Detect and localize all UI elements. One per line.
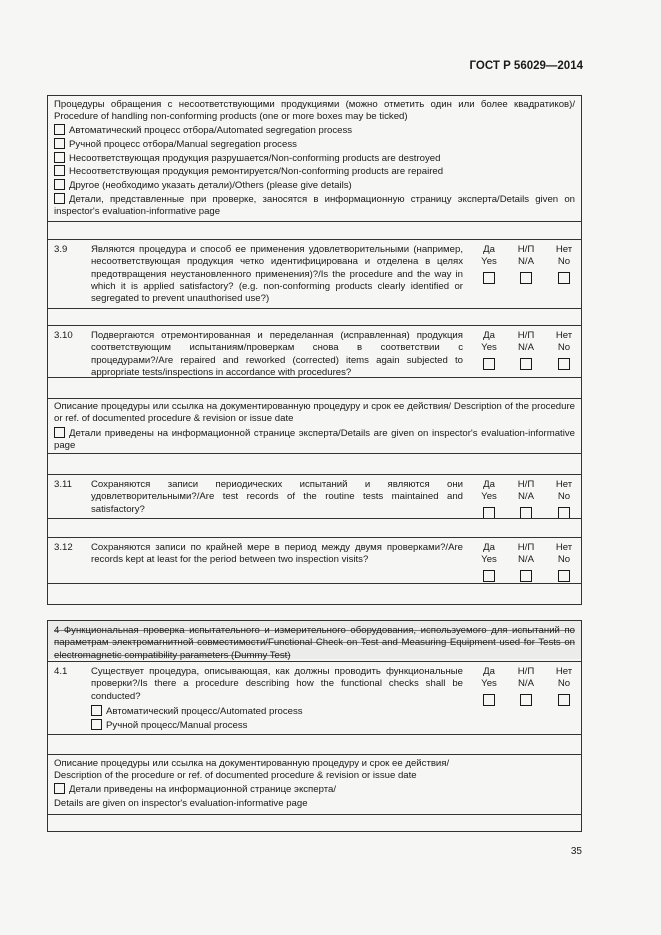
checkbox-yes[interactable]: [483, 570, 495, 582]
question-text: Сохраняются записи по крайней мере в период между двумя проверками?/Are records kept at least for the period between two inspection visits?: [91, 542, 463, 566]
checkbox[interactable]: [54, 193, 65, 204]
answer-yes[interactable]: Да Yes: [472, 666, 506, 706]
answer-no[interactable]: Нет No: [547, 244, 581, 284]
option-manual-segregation[interactable]: Ручной процесс отбора/Manual segregation process: [54, 138, 297, 151]
question-number: 3.9: [54, 244, 68, 255]
checkbox-yes[interactable]: [483, 358, 495, 370]
answer-na[interactable]: Н/П N/A: [509, 244, 543, 284]
question-text: Подвергаются отремонтированная и переделанная (исправленная) продукция соответствующим испытаниям/проверкам снова в соответствии с процедурами?/Are repaired and reworked (corrected) items again subjected to appropriate tests/inspections in accordance with procedures?: [91, 330, 463, 378]
procedure-description-en: Description of the procedure or ref. of documented procedure & revision or issue date: [54, 770, 417, 781]
option-automated-process[interactable]: Автоматический процесс/Automated process: [91, 705, 303, 718]
details-inspector-page-2[interactable]: Детали приведены на информационной странице эксперта/Details are given on inspector's evaluation-informative page: [54, 428, 575, 452]
details-inspector-page-3[interactable]: Детали приведены на информационной странице эксперта/: [54, 783, 336, 796]
checkbox[interactable]: [54, 138, 65, 149]
question-text: Существует процедура, описывающая, как должны проводить функциональные проверки?/Is there a procedure describing how the functional checks shall be conducted?: [91, 666, 463, 702]
answer-na[interactable]: Н/П N/A: [509, 666, 543, 706]
answer-na[interactable]: Н/П N/A: [509, 330, 543, 370]
checklist-table-lower: [47, 620, 582, 832]
checkbox[interactable]: [54, 179, 65, 190]
question-number: 3.10: [54, 330, 73, 341]
page-number: 35: [570, 846, 582, 857]
answer-no[interactable]: Нет No: [547, 666, 581, 706]
question-number: 3.11: [54, 479, 72, 490]
nonconforming-procedure-intro: Процедуры обращения с несоответствующими продукциями (можно отметить один или более квадратиков)/ Procedure of handling non-conforming products (one or more boxes may be ticked): [54, 99, 575, 123]
answer-yes[interactable]: Да Yes: [472, 244, 506, 284]
answer-na[interactable]: Н/П N/A: [509, 479, 543, 519]
question-3-9: [48, 239, 581, 329]
checkbox[interactable]: [54, 124, 65, 135]
checkbox-no[interactable]: [558, 570, 570, 582]
checkbox-na[interactable]: [520, 358, 532, 370]
checkbox[interactable]: [54, 165, 65, 176]
checklist-table-upper: [47, 95, 582, 605]
answer-na[interactable]: Н/П N/A: [509, 542, 543, 582]
checkbox[interactable]: [54, 783, 65, 794]
checkbox-yes[interactable]: [483, 272, 495, 284]
question-4-1: [48, 661, 581, 751]
question-text: Сохраняются записи периодических испытаний и являются они удовлетворительными?/Are test records of the routine tests maintained and satisfactory?: [91, 479, 463, 515]
checkbox[interactable]: [91, 705, 102, 716]
checkbox-no[interactable]: [558, 507, 570, 519]
checkbox-yes[interactable]: [483, 694, 495, 706]
procedure-description: Описание процедуры или ссылка на документированную процедуру и срок ее действия/ Description of the procedure or ref. of documented procedure & revision or issue date: [54, 401, 575, 425]
question-number: 4.1: [54, 666, 68, 677]
section-4-title: 4 Функциональная проверка испытательного и измерительного оборудования, используемого для испытаний по параметрам электромагнитной совместимости/Functional Check on Test and Measuring Equipment used for Tests on electromagnetic compatibility parameters (Dummy Test): [54, 625, 575, 661]
option-destroyed[interactable]: Несоответствующая продукция разрушается/Non-conforming products are destroyed: [54, 152, 440, 165]
checkbox[interactable]: [54, 152, 65, 163]
option-manual-process[interactable]: Ручной процесс/Manual process: [91, 719, 247, 732]
answer-no[interactable]: Нет No: [547, 542, 581, 582]
standard-code: ГОСТ Р 56029—2014: [469, 60, 583, 72]
question-3-12: [48, 537, 581, 587]
procedure-description-ru: Описание процедуры или ссылка на документированную процедуру и срок ее действия/: [54, 758, 450, 769]
details-inspector-page-en: Details are given on inspector's evaluation-informative page: [54, 798, 308, 809]
answer-yes[interactable]: Да Yes: [472, 542, 506, 582]
option-automated-segregation[interactable]: Автоматический процесс отбора/Automated segregation process: [54, 124, 352, 137]
option-repaired[interactable]: Несоответствующая продукция ремонтируется/Non-conforming products are repaired: [54, 165, 443, 178]
checkbox-no[interactable]: [558, 272, 570, 284]
checkbox-na[interactable]: [520, 507, 532, 519]
question-3-10: [48, 325, 581, 385]
checkbox-na[interactable]: [520, 272, 532, 284]
checkbox-na[interactable]: [520, 570, 532, 582]
checkbox[interactable]: [54, 427, 65, 438]
question-text: Являются процедура и способ ее применения удовлетворительными (например, несоответствующая продукция четко идентифицирована и отделена в целях предотвращения неустановленного применения)?/Is the procedure and the way in which it is applied satisfactory? (e.g. non-conforming products clearly identified or segregated to prevent unauthorised use?): [91, 244, 463, 305]
answer-no[interactable]: Нет No: [547, 330, 581, 370]
option-others[interactable]: Другое (необходимо указать детали)/Others (please give details): [54, 179, 352, 192]
answer-no[interactable]: Нет No: [547, 479, 581, 519]
question-number: 3.12: [54, 542, 73, 553]
checkbox[interactable]: [91, 719, 102, 730]
checkbox-no[interactable]: [558, 358, 570, 370]
answer-yes[interactable]: Да Yes: [472, 479, 506, 519]
answer-yes[interactable]: Да Yes: [472, 330, 506, 370]
checkbox-na[interactable]: [520, 694, 532, 706]
checkbox-no[interactable]: [558, 694, 570, 706]
checkbox-yes[interactable]: [483, 507, 495, 519]
question-3-11: [48, 474, 581, 524]
details-inspector-page-1[interactable]: Детали, представленные при проверке, заносятся в информационную страницу эксперта/Details given on inspector's evaluation-informative page: [54, 194, 575, 218]
